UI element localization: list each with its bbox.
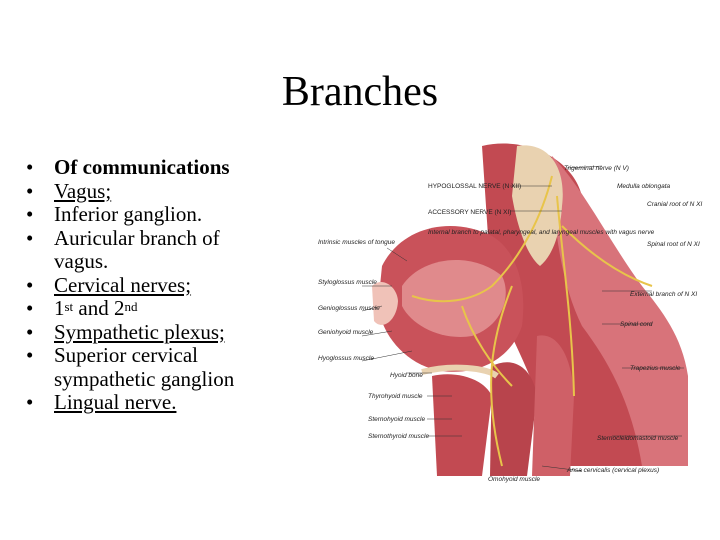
bullet-dot: • (26, 343, 34, 367)
bullet-item (22, 274, 272, 298)
label-ansa: Ansa cervicalis (cervical plexus) (567, 467, 660, 474)
bullet-text: Inferior ganglion. (54, 202, 203, 226)
label-medulla: Medulla oblongata (617, 183, 671, 190)
anatomy-illustration (312, 136, 703, 486)
bullet-item (22, 297, 272, 321)
label-trapezius: Trapezius muscle (630, 365, 681, 372)
label-external-branch: External branch of N XI (630, 291, 698, 298)
bullet-dot: • (26, 319, 34, 344)
label-intrinsic: Intrinsic muscles of tongue (318, 239, 395, 246)
bullet-item (22, 391, 272, 415)
label-thyrohyoid: Thyrohyoid muscle (368, 393, 423, 400)
label-internal-branch: Internal branch to palatal, pharyngeal, and laryngeal muscles with vagus nerve (428, 229, 655, 236)
label-hypoglossal: HYPOGLOSSAL NERVE (N XII) (428, 183, 522, 190)
bullet-list (22, 156, 272, 415)
bullet-item (22, 180, 272, 204)
slide-title: Branches (281, 69, 439, 115)
bullet-item (22, 321, 272, 345)
label-hyoglossus: Hyoglossus muscle (318, 355, 374, 362)
label-hyoid: Hyoid bone (390, 372, 423, 379)
label-styloglossus: Styloglossus muscle (318, 279, 377, 286)
label-sternothyroid: Sternothyroid muscle (368, 433, 430, 440)
bullet-text: Of communications (54, 155, 230, 179)
bullet-dot: • (26, 178, 34, 203)
bullet-dot: • (26, 202, 34, 226)
bullet-item (22, 344, 272, 391)
label-spinal-root: Spinal root of N XI (647, 241, 700, 248)
label-omohyoid: Omohyoid muscle (488, 476, 541, 483)
bullet-dot: • (26, 296, 34, 320)
label-trigeminal: Trigeminal nerve (N V) (564, 165, 629, 172)
label-geniohyoid: Geniohyoid muscle (318, 329, 374, 336)
bullet-dot: • (26, 225, 34, 250)
bullet-item (22, 227, 272, 274)
bullet-text: Vagus; (54, 178, 112, 203)
bullet-item (22, 203, 272, 227)
bullet-item (22, 156, 272, 180)
label-spinal-cord: Spinal cord (620, 321, 653, 328)
label-sternocleidomastoid: Sternocleidomastoid muscle (597, 435, 679, 442)
bullet-text: Sympathetic plexus; (54, 319, 225, 344)
label-accessory: ACCESSORY NERVE (N XI) (428, 209, 512, 216)
bullet-text: Auricular branch of vagus. (54, 225, 220, 273)
bullet-text: Cervical nerves; (54, 272, 192, 297)
bullet-dot: • (26, 155, 34, 179)
bullet-text: Lingual nerve. (54, 390, 177, 414)
label-genioglossus: Genioglossus muscle (318, 305, 380, 312)
bullet-dot: • (26, 390, 34, 414)
label-sternohyoid: Sternohyoid muscle (368, 416, 426, 423)
bullet-dot: • (26, 272, 34, 297)
label-cranial-root: Cranial root of N XI (647, 201, 703, 208)
bullet-text: 1st and 2nd (54, 296, 138, 320)
bullet-text: Superior cervical sympathetic ganglion (54, 343, 235, 391)
